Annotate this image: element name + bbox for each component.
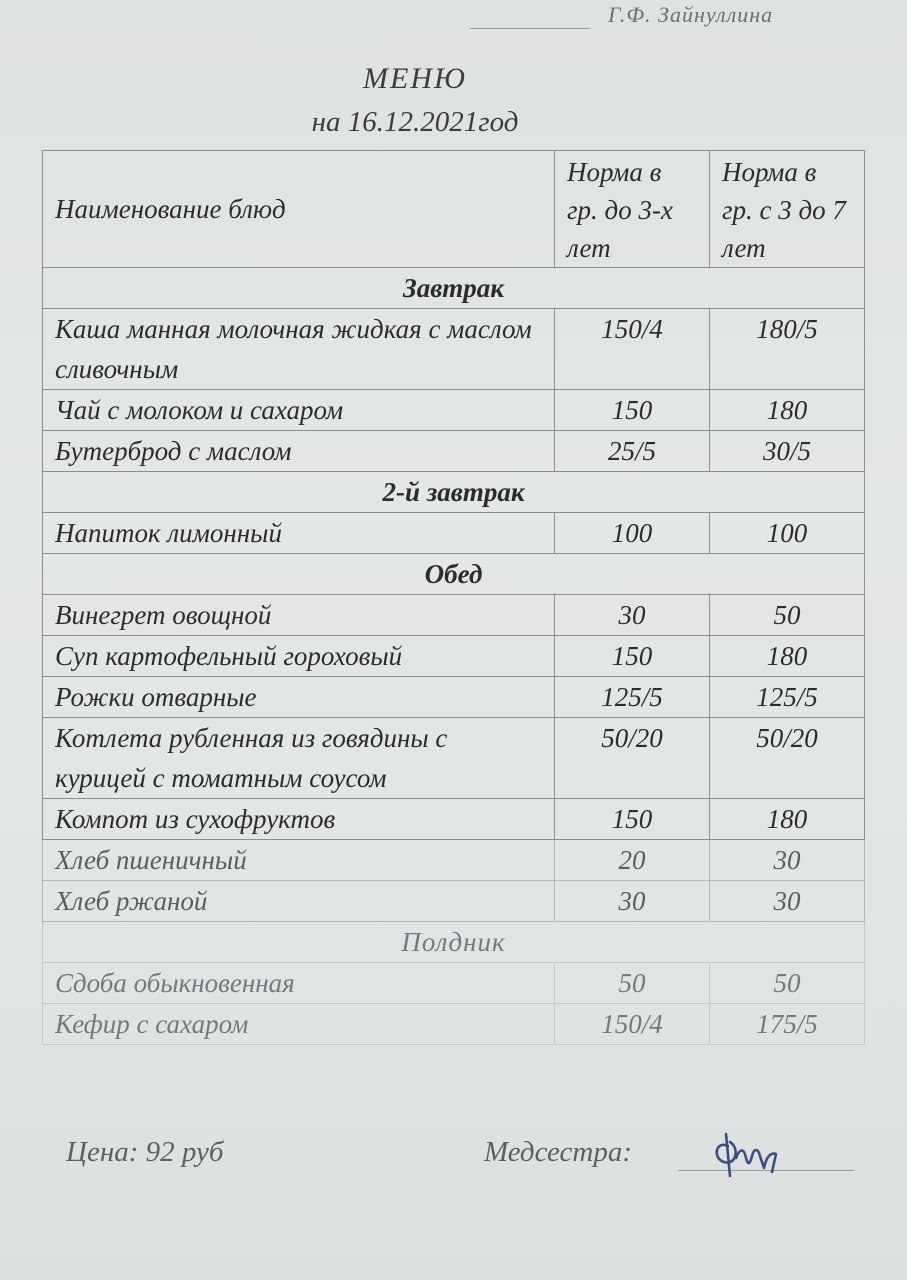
norm-3-to-7: 30/5 (710, 431, 865, 472)
price-label: Цена: 92 руб (66, 1136, 224, 1168)
dish-name: Винегрет овощной (43, 595, 555, 636)
dish-name: Котлета рубленная из говядины с курицей с томатным соусом (43, 718, 555, 799)
norm-under-3: 30 (555, 881, 710, 922)
section-breakfast: Завтрак (43, 268, 865, 309)
dish-name: Чай с молоком и сахаром (43, 390, 555, 431)
norm-under-3: 150 (555, 390, 710, 431)
table-row (43, 718, 865, 799)
norm-3-to-7: 180 (710, 390, 865, 431)
norm-under-3: 150 (555, 636, 710, 677)
norm-3-to-7: 100 (710, 513, 865, 554)
table-header-row (43, 151, 865, 268)
dish-name: Суп картофельный гороховый (43, 636, 555, 677)
section-lunch: Обед (43, 554, 865, 595)
header-norm-3-to-7: Норма в гр. с 3 до 7 лет (710, 151, 865, 268)
dish-name: Напиток лимонный (43, 513, 555, 554)
dish-name: Компот из сухофруктов (43, 799, 555, 840)
header-dish-name: Наименование блюд (43, 151, 555, 268)
table-row (43, 963, 865, 1004)
table-row (43, 881, 865, 922)
section-row (43, 472, 865, 513)
dish-name: Каша манная молочная жидкая с маслом сливочным (43, 309, 555, 390)
norm-3-to-7: 125/5 (710, 677, 865, 718)
table-row (43, 390, 865, 431)
section-row (43, 268, 865, 309)
dish-name: Рожки отварные (43, 677, 555, 718)
table-row (43, 1004, 865, 1045)
header-norm-under-3: Норма в гр. до 3-х лет (555, 151, 710, 268)
norm-3-to-7: 30 (710, 881, 865, 922)
menu-table (42, 150, 865, 1045)
table-row (43, 595, 865, 636)
norm-under-3: 150 (555, 799, 710, 840)
table-row (43, 513, 865, 554)
norm-3-to-7: 50 (710, 963, 865, 1004)
norm-3-to-7: 180 (710, 636, 865, 677)
norm-3-to-7: 180/5 (710, 309, 865, 390)
table-row (43, 677, 865, 718)
section-row (43, 922, 865, 963)
approver-signature-line (470, 28, 590, 29)
norm-under-3: 100 (555, 513, 710, 554)
norm-3-to-7: 175/5 (710, 1004, 865, 1045)
table-row (43, 431, 865, 472)
section-row (43, 554, 865, 595)
approver-name: Г.Ф. Зайнуллина (608, 2, 774, 27)
dish-name: Сдоба обыкновенная (43, 963, 555, 1004)
norm-under-3: 150/4 (555, 309, 710, 390)
norm-under-3: 20 (555, 840, 710, 881)
dish-name: Хлеб пшеничный (43, 840, 555, 881)
nurse-signature (706, 1118, 796, 1184)
dish-name: Кефир с сахаром (43, 1004, 555, 1045)
norm-3-to-7: 180 (710, 799, 865, 840)
norm-under-3: 150/4 (555, 1004, 710, 1045)
table-row (43, 636, 865, 677)
menu-title: МЕНЮ (363, 62, 467, 95)
norm-3-to-7: 50 (710, 595, 865, 636)
norm-under-3: 50/20 (555, 718, 710, 799)
table-row (43, 840, 865, 881)
norm-under-3: 30 (555, 595, 710, 636)
norm-3-to-7: 30 (710, 840, 865, 881)
norm-3-to-7: 50/20 (710, 718, 865, 799)
norm-under-3: 125/5 (555, 677, 710, 718)
section-second-breakfast: 2-й завтрак (43, 472, 865, 513)
norm-under-3: 50 (555, 963, 710, 1004)
section-afternoon-snack: Полдник (43, 922, 865, 963)
table-row (43, 799, 865, 840)
dish-name: Бутерброд с маслом (43, 431, 555, 472)
dish-name: Хлеб ржаной (43, 881, 555, 922)
nurse-label: Медсестра: (484, 1136, 633, 1168)
table-row (43, 309, 865, 390)
menu-date: на 16.12.2021год (311, 106, 519, 138)
norm-under-3: 25/5 (555, 431, 710, 472)
